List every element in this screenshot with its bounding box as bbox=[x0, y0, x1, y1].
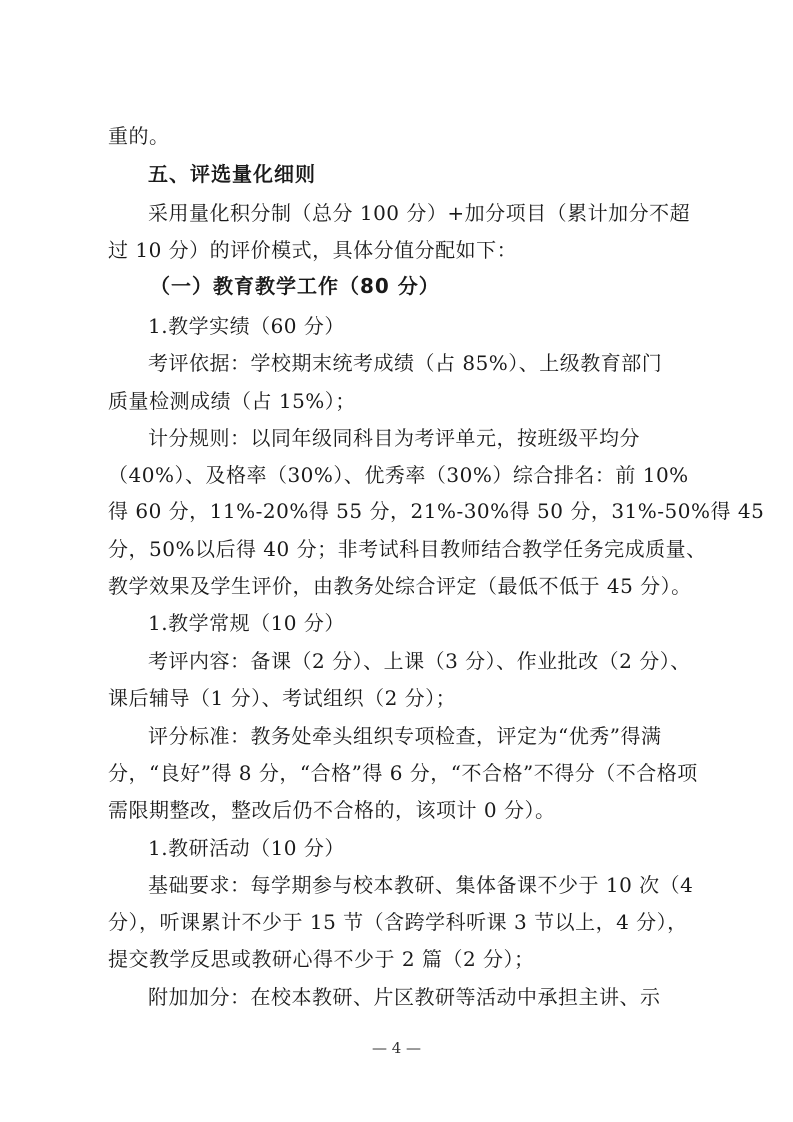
text-line: 课后辅导（1 分）、考试组织（2 分）； bbox=[108, 686, 457, 710]
text-line: 得 60 分，11%-20%得 55 分，21%-30%得 50 分，31%-50%得 45 bbox=[108, 499, 765, 523]
text-line: 采用量化积分制（总分 100 分）+加分项目（累计加分不超 bbox=[148, 201, 691, 225]
text-line: 考评内容：备课（2 分）、上课（3 分）、作业批改（2 分）、 bbox=[148, 649, 691, 673]
text-line: 评分标准：教务处牵头组织专项检查，评定为“优秀”得满 bbox=[148, 724, 662, 748]
text-line: 需限期整改，整改后仍不合格的，该项计 0 分）。 bbox=[108, 798, 556, 822]
subsection-heading: （一）教育教学工作（80 分） bbox=[150, 274, 440, 298]
item-heading: 1.教学常规（10 分） bbox=[148, 611, 345, 635]
text-line: 教学效果及学生评价，由教务处综合评定（最低不低于 45 分）。 bbox=[108, 574, 692, 598]
text-line: 考评依据：学校期末统考成绩（占 85%）、上级教育部门 bbox=[148, 351, 663, 375]
text-line: 过 10 分）的评价模式，具体分值分配如下： bbox=[108, 238, 518, 262]
text-line: 分，“良好”得 8 分，“合格”得 6 分，“不合格”不得分（不合格项 bbox=[108, 761, 698, 785]
text-line: 提交教学反思或教研心得不少于 2 篇（2 分）； bbox=[108, 947, 535, 971]
item-heading: 1.教学实绩（60 分） bbox=[148, 314, 345, 338]
text-line: 质量检测成绩（占 15%）； bbox=[108, 389, 356, 413]
text-line: 分，50%以后得 40 分；非考试科目教师结合教学任务完成质量、 bbox=[108, 537, 707, 561]
text-line: 计分规则：以同年级同科目为考评单元，按班级平均分 bbox=[148, 426, 640, 450]
text-line: 分），听课累计不少于 15 节（含跨学科听课 3 节以上，4 分）， bbox=[108, 910, 688, 934]
section-heading: 五、评选量化细则 bbox=[148, 162, 316, 186]
text-line: 附加加分：在校本教研、片区教研等活动中承担主讲、示 bbox=[148, 985, 661, 1009]
text-line: 基础要求：每学期参与校本教研、集体备课不少于 10 次（4 bbox=[148, 873, 694, 897]
page-number: — 4 — bbox=[371, 1039, 422, 1057]
text-line: （40%）、及格率（30%）、优秀率（30%）综合排名：前 10% bbox=[108, 463, 689, 487]
item-heading: 1.教研活动（10 分） bbox=[148, 836, 345, 860]
text-line: 重的。 bbox=[108, 124, 170, 148]
